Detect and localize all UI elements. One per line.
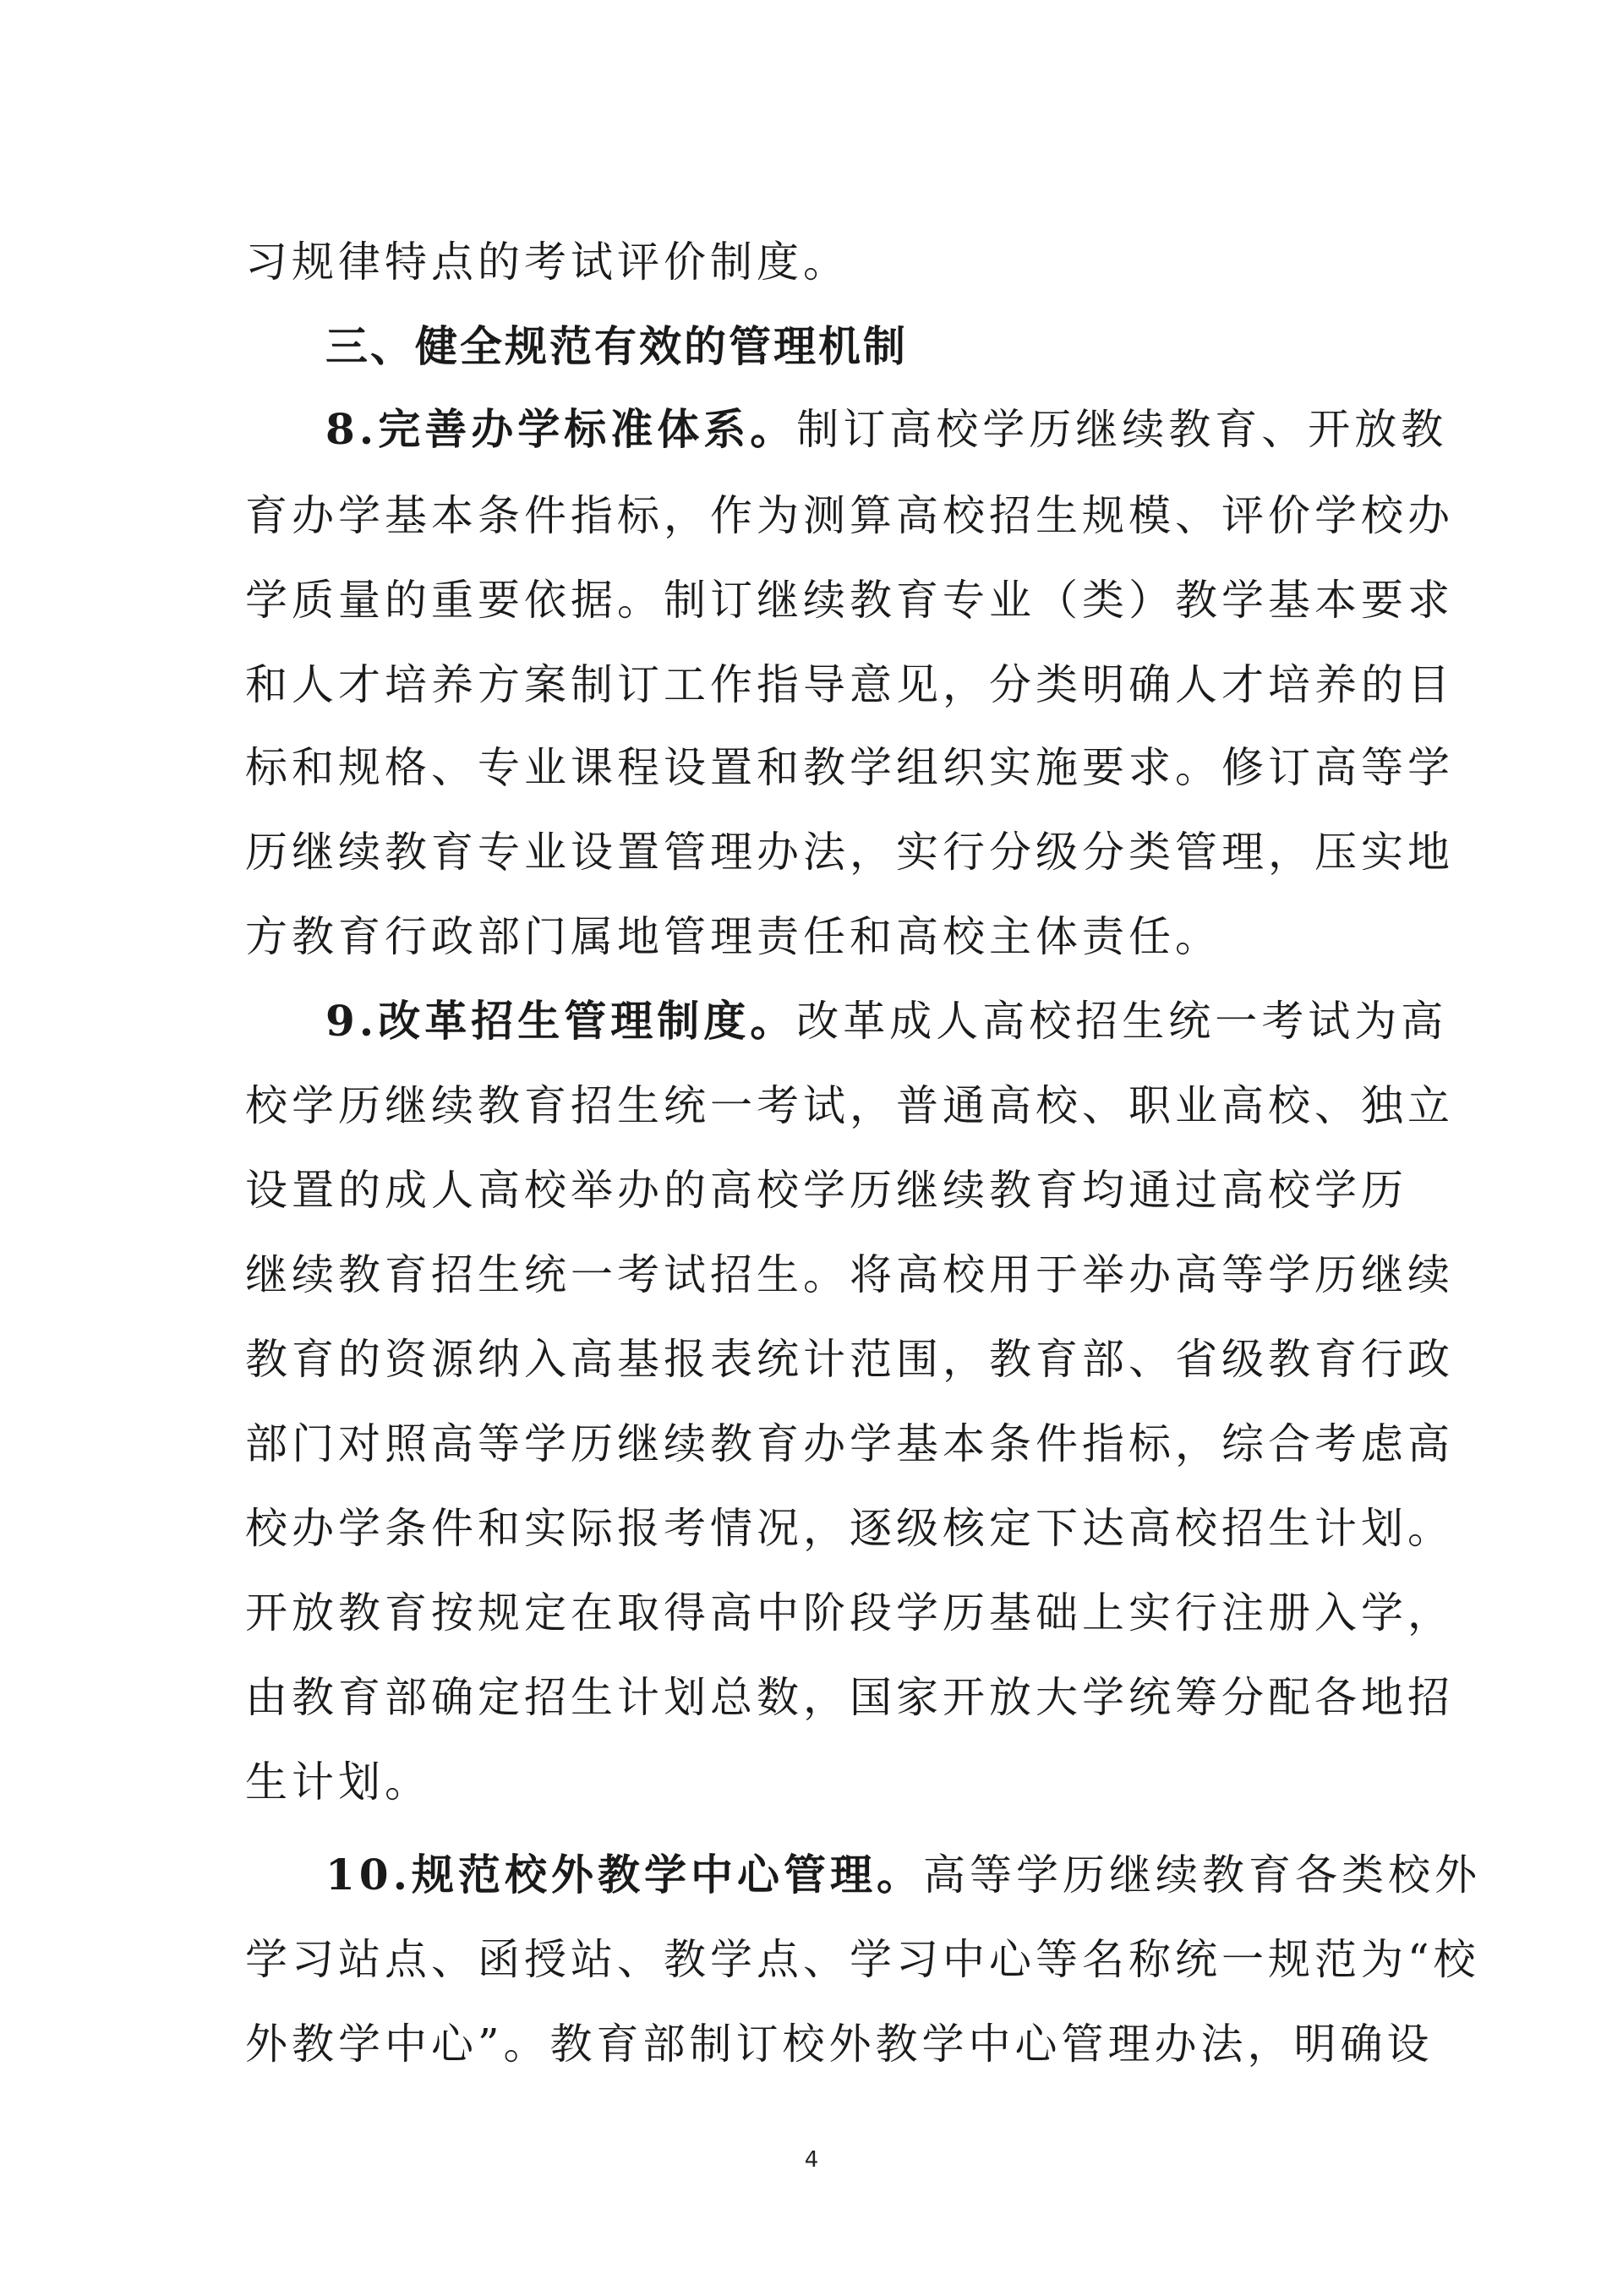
line-text: 标和规格、专业课程设置和教学组织实施要求。修订高等学 (245, 743, 1454, 792)
section-heading (325, 321, 1458, 372)
text-line (245, 1249, 1454, 1300)
text-line (245, 1334, 1454, 1385)
paragraph-9-first-line (325, 996, 1458, 1047)
item-10-title: 10.规范校外教学中心管理。 (325, 1850, 923, 1900)
line-text: 外教学中心”。教育部制订校外教学中心管理办法，明确设 (245, 2020, 1434, 2069)
text-line (245, 659, 1454, 710)
text-line (245, 1934, 1480, 1985)
text-line (245, 1672, 1454, 1723)
paragraph-8-first-line (325, 404, 1458, 455)
line-text: 学质量的重要依据。制订继续教育专业（类）教学基本要求 (245, 576, 1454, 625)
text-line (245, 1419, 1454, 1469)
line-text: 学习站点、函授站、教学点、学习中心等名称统一规范为“校 (245, 1935, 1480, 1984)
item-9-title: 9.改革招生管理制度。 (325, 996, 797, 1046)
text-line (245, 575, 1454, 626)
line-text: 习规律特点的考试评价制度。 (245, 238, 850, 287)
line-text: 高等学历继续教育各类校外 (923, 1850, 1481, 1900)
line-text: 部门对照高等学历继续教育办学基本条件指标，综合考虑高 (245, 1419, 1454, 1468)
line-text: 历继续教育专业设置管理办法，实行分级分类管理，压实地 (245, 828, 1454, 877)
line-text: 设置的成人高校举办的高校学历继续教育均通过高校学历 (245, 1166, 1407, 1215)
page-number: 4 (804, 2147, 819, 2173)
line-text: 校学历继续教育招生统一考试，普通高校、职业高校、独立 (245, 1081, 1454, 1130)
text-line (245, 2019, 1434, 2069)
paragraph-10-first-line (325, 1850, 1481, 1900)
text-line (245, 490, 1454, 541)
text-line (245, 742, 1454, 793)
line-text: 由教育部确定招生计划总数，国家开放大学统筹分配各地招 (245, 1673, 1454, 1722)
item-8-title: 8.完善办学标准体系。 (325, 404, 797, 454)
section-heading-text: 三、健全规范有效的管理机制 (325, 322, 908, 371)
line-text: 改革成人高校招生统一考试为高 (796, 997, 1448, 1046)
text-line (245, 1165, 1407, 1216)
text-line (245, 1080, 1454, 1131)
text-line (245, 827, 1454, 877)
line-text: 生计划。 (245, 1758, 431, 1807)
line-text: 和人才培养方案制订工作指导意见，分类明确人才培养的目 (245, 660, 1454, 709)
line-text: 制订高校学历继续教育、开放教 (796, 405, 1448, 454)
text-line (245, 1588, 1454, 1638)
text-line (245, 1503, 1454, 1554)
text-line (245, 911, 1378, 962)
line-text: 继续教育招生统一考试招生。将高校用于举办高等学历继续 (245, 1250, 1454, 1299)
text-line (245, 1757, 1378, 1807)
text-line (245, 237, 1378, 287)
line-text: 教育的资源纳入高基报表统计范围，教育部、省级教育行政 (245, 1335, 1454, 1384)
line-text: 育办学基本条件指标，作为测算高校招生规模、评价学校办 (245, 491, 1454, 540)
line-text: 校办学条件和实际报考情况，逐级核定下达高校招生计划。 (245, 1504, 1454, 1553)
line-text: 开放教育按规定在取得高中阶段学历基础上实行注册入学， (245, 1588, 1454, 1637)
line-text: 方教育行政部门属地管理责任和高校主体责任。 (245, 912, 1221, 961)
